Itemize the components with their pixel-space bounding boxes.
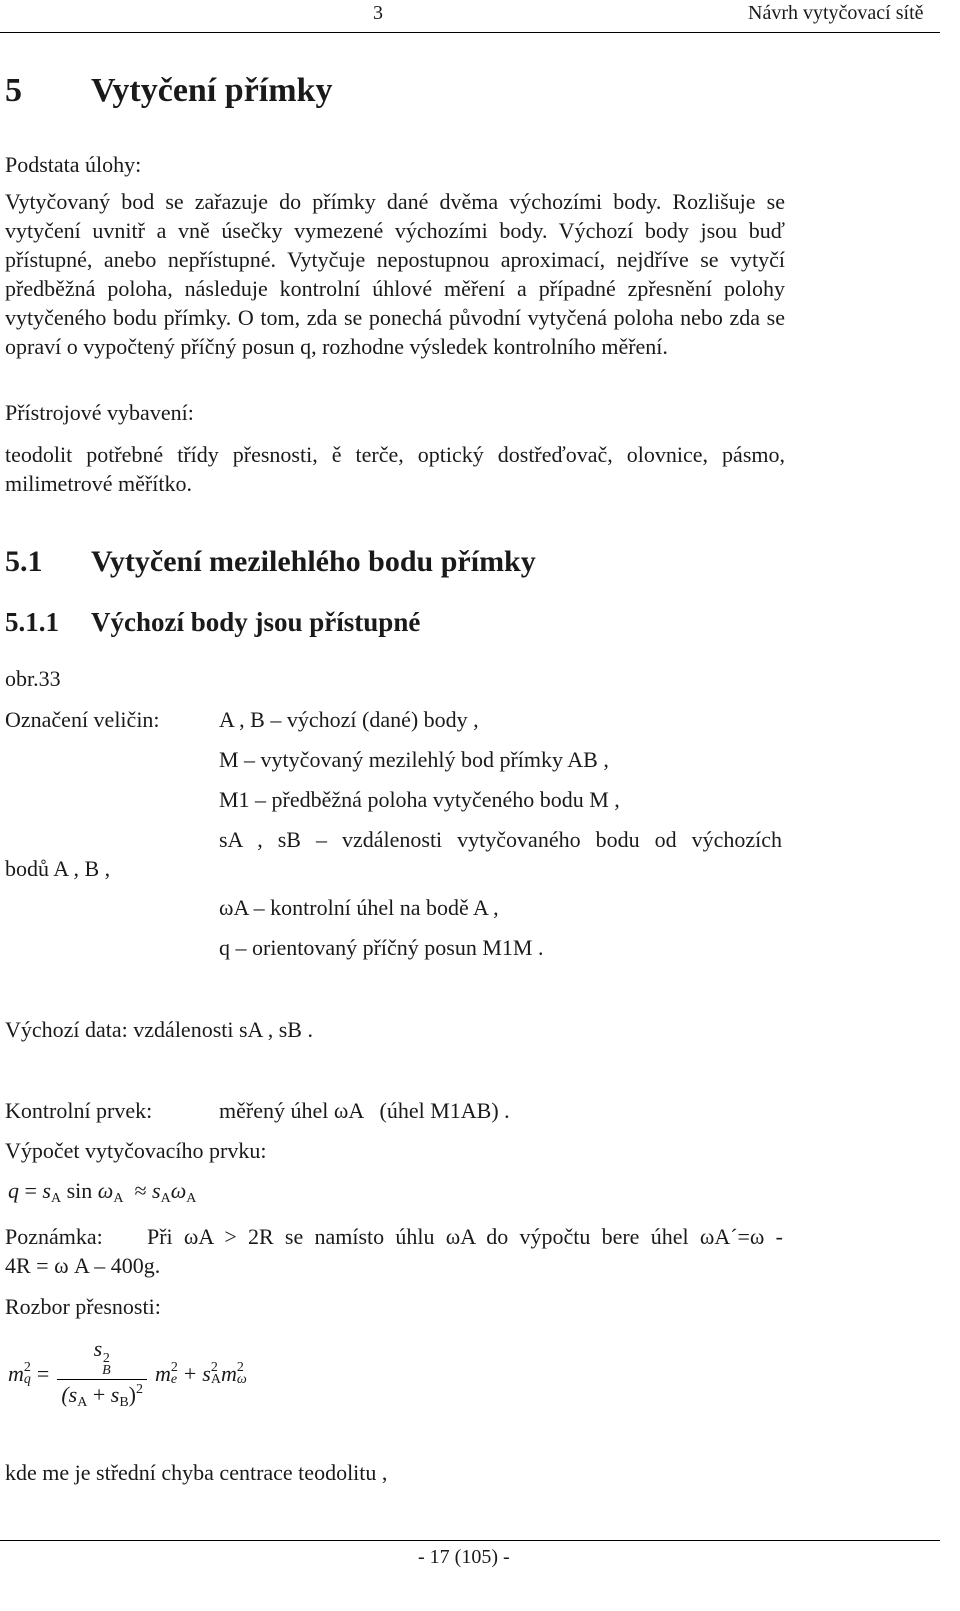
- oznaceni-item: sA , sB – vzdálenosti vytyčovaného bodu od výchozích: [219, 827, 782, 852]
- page-number: 3: [373, 2, 383, 24]
- running-title: Návrh vytyčovací sítě: [748, 2, 924, 24]
- subsubsection-title: Výchozí body jsou přístupné: [91, 607, 421, 637]
- section-title: Vytyčení přímky: [91, 72, 333, 109]
- poznamka-line2: 4R = ω A – 400g.: [5, 1253, 161, 1278]
- oznaceni-label: Označení veličin:: [5, 707, 160, 732]
- formula-q: $q = s_A$ $\sin \omega_A \approx s_A\omega_A$: [8, 1178, 197, 1206]
- subsection-title: Vytyčení mezilehlého bodu přímky: [91, 545, 536, 578]
- subsubsection-heading: [5, 607, 420, 638]
- vypocet-label: Výpočet vytyčovacího prvku:: [5, 1138, 267, 1163]
- oznaceni-item: M – vytyčovaný mezilehlý bod přímky AB ,: [219, 747, 609, 772]
- precision-fraction: s 2 B $(s_A + s_B)^2$: [57, 1336, 147, 1411]
- subsubsection-number: 5.1.1: [5, 607, 59, 637]
- subsection-heading: [5, 545, 536, 579]
- oznaceni-continuation: bodů A , B ,: [5, 856, 111, 881]
- oznaceni-item: q – orientovaný příčný posun M1M .: [219, 935, 544, 960]
- kde-text: kde me je střední chyba centrace teodolitu ,: [5, 1460, 388, 1485]
- figure-reference: obr.33: [5, 666, 61, 691]
- oznaceni-item: A , B – výchozí (dané) body ,: [219, 707, 479, 732]
- oznaceni-item: ωA – kontrolní úhel na bodě A ,: [219, 895, 499, 920]
- oznaceni-item: M1 – předběžná poloha vytyčeného bodu M ,: [219, 787, 620, 812]
- pristroj-label: Přístrojové vybavení:: [5, 400, 194, 425]
- footer-rule: [0, 1540, 940, 1541]
- section-heading: [5, 72, 332, 110]
- formula-mq: m 2 q = s 2 B $(s_A + s_B)^2$ m 2 e + s 2 A m 2 ω: [8, 1336, 247, 1410]
- section-number: 5: [5, 72, 22, 109]
- header-rule: [0, 32, 940, 33]
- poznamka-label: Poznámka:: [5, 1224, 103, 1249]
- footer-page-number: - 17 (105) -: [418, 1546, 510, 1568]
- pristroj-paragraph: teodolit potřebné třídy přesnosti, ě terče, optický dostřeďovač, olovnice, pásmo, milimetrové měřítko.: [5, 442, 785, 496]
- subsection-number: 5.1: [5, 545, 43, 578]
- podstata-label: Podstata úlohy:: [5, 152, 142, 177]
- poznamka-line1: Při ωA > 2R se namísto úhlu ωA do výpočtu bere úhel ωA´=ω -: [147, 1224, 783, 1249]
- kontrolni-label: Kontrolní prvek:: [5, 1098, 153, 1123]
- rozbor-label: Rozbor přesnosti:: [5, 1294, 161, 1319]
- podstata-paragraph: Vytyčovaný bod se zařazuje do přímky dané dvěma výchozími body. Rozlišuje se vytyčení uvnitř a vně úsečky vymezené výchozími body. Výchozí body jsou buď přístupné, anebo nepřístupné. Vytyčuje nepostupnou aproximací, nejdříve se vytyčí předběžná poloha, následuje kontrolní úhlové měření a případné zpřesnění polohy vytyčeného bodu přímky. O tom, zda se ponechá původní vytyčená poloha nebo zda se opraví o vypočtený příčný posun q, rozhodne výsledek kontrolního měření.: [5, 189, 785, 359]
- vychozi-data: Výchozí data: vzdálenosti sA , sB .: [5, 1017, 313, 1042]
- kontrolni-value: měřený úhel ωA (úhel M1AB) .: [219, 1098, 510, 1123]
